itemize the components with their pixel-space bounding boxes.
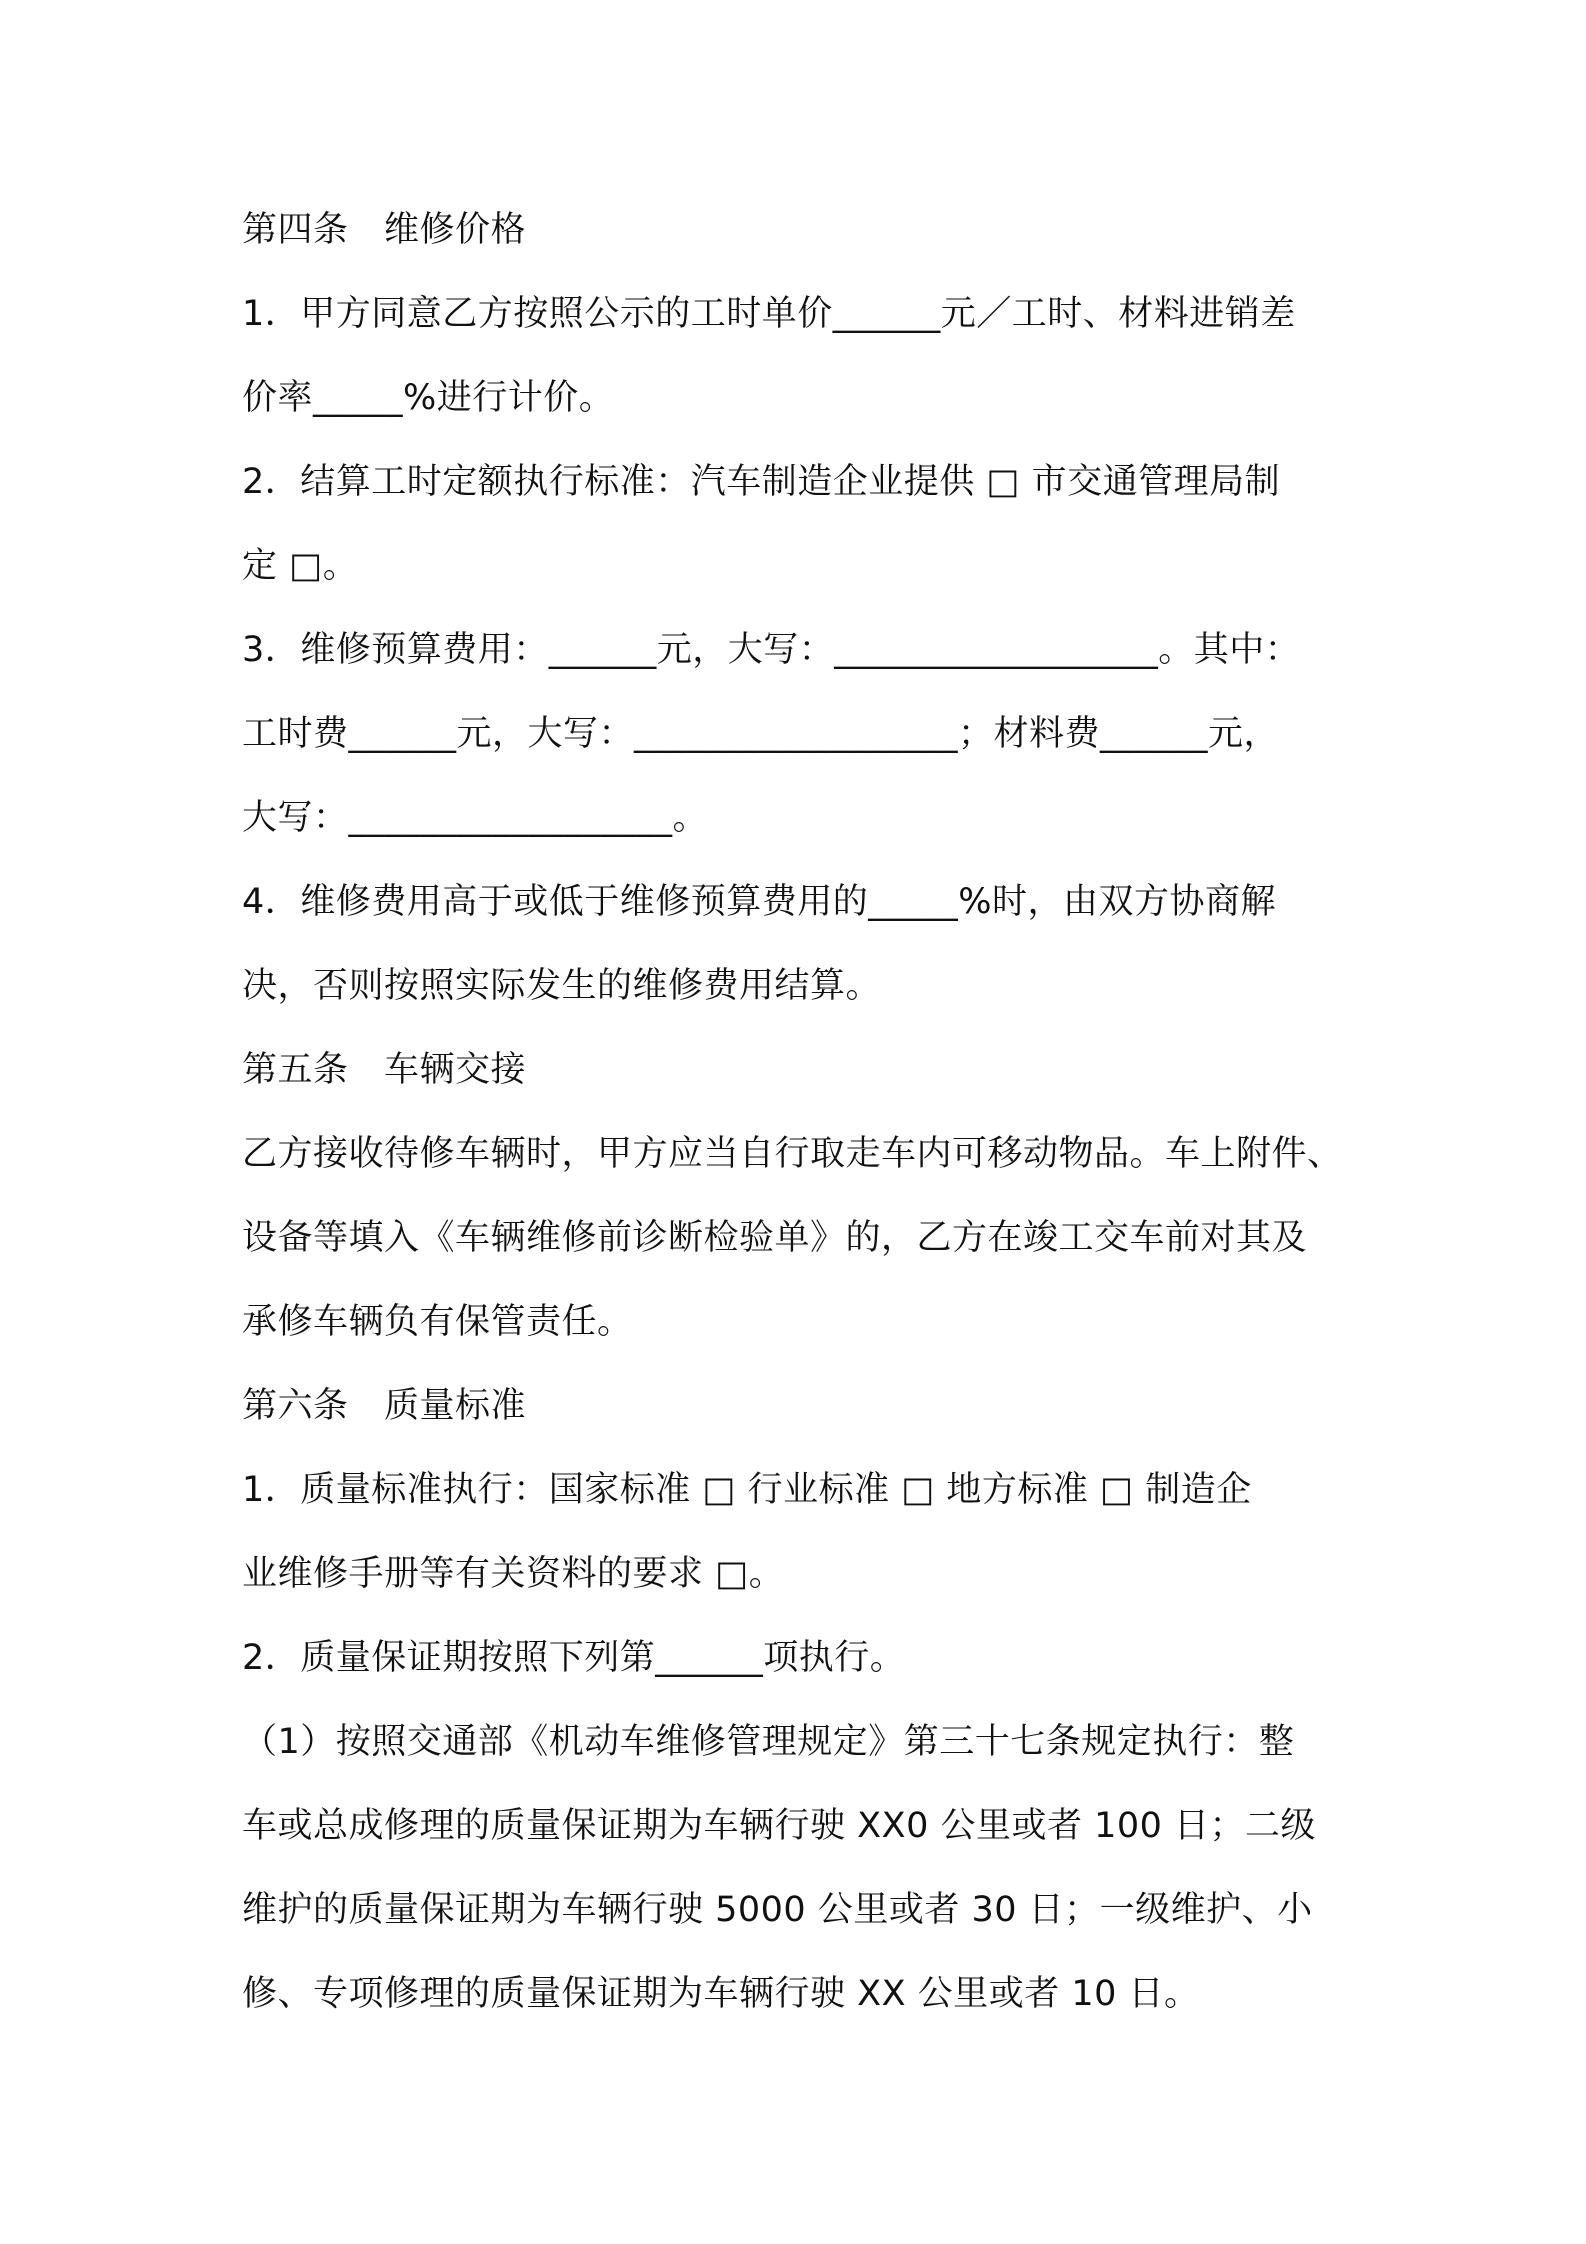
paragraph-line: 设备等填入《车辆维修前诊断检验单》的，乙方在竣工交车前对其及: [242, 1218, 1308, 1258]
paragraph-line: 2．质量保证期按照下列第______项执行。: [242, 1638, 906, 1678]
paragraph-line: 业维修手册等有关资料的要求 □。: [242, 1554, 785, 1594]
paragraph-line: 维护的质量保证期为车辆行驶 5000 公里或者 30 日；一级维护、小: [242, 1890, 1313, 1930]
paragraph-line: 决，否则按照实际发生的维修费用结算。: [242, 966, 882, 1006]
paragraph-line: 乙方接收待修车辆时，甲方应当自行取走车内可移动物品。车上附件、: [242, 1134, 1343, 1174]
article-4-heading: 第四条 维修价格: [242, 210, 527, 250]
paragraph-line: 定 □。: [242, 546, 359, 586]
paragraph-line: 1．质量标准执行：国家标准 □ 行业标准 □ 地方标准 □ 制造企: [242, 1470, 1252, 1510]
contract-body: [242, 198, 1362, 2046]
paragraph-line: 承修车辆负有保管责任。: [242, 1302, 633, 1342]
paragraph-line: 价率_____%进行计价。: [242, 378, 615, 418]
paragraph-line: 修、专项修理的质量保证期为车辆行驶 XX 公里或者 10 日。: [242, 1974, 1200, 2014]
article-5-heading: 第五条 车辆交接: [242, 1050, 527, 1090]
paragraph-line: （1）按照交通部《机动车维修管理规定》第三十七条规定执行：整: [242, 1722, 1295, 1762]
paragraph-line: 工时费______元，大写：__________________；材料费______元，: [242, 714, 1280, 754]
paragraph-line: 大写：__________________。: [242, 798, 709, 838]
paragraph-line: 3．维修预算费用：______元，大写：__________________。其中：: [242, 630, 1301, 670]
article-6-heading: 第六条 质量标准: [242, 1386, 527, 1426]
paragraph-line: 1．甲方同意乙方按照公示的工时单价______元／工时、材料进销差: [242, 294, 1296, 334]
paragraph-line: 4．维修费用高于或低于维修预算费用的_____%时，由双方协商解: [242, 882, 1277, 922]
paragraph-line: 2．结算工时定额执行标准：汽车制造企业提供 □ 市交通管理局制: [242, 462, 1281, 502]
paragraph-line: 车或总成修理的质量保证期为车辆行驶 XX0 公里或者 100 日；二级: [242, 1806, 1317, 1846]
